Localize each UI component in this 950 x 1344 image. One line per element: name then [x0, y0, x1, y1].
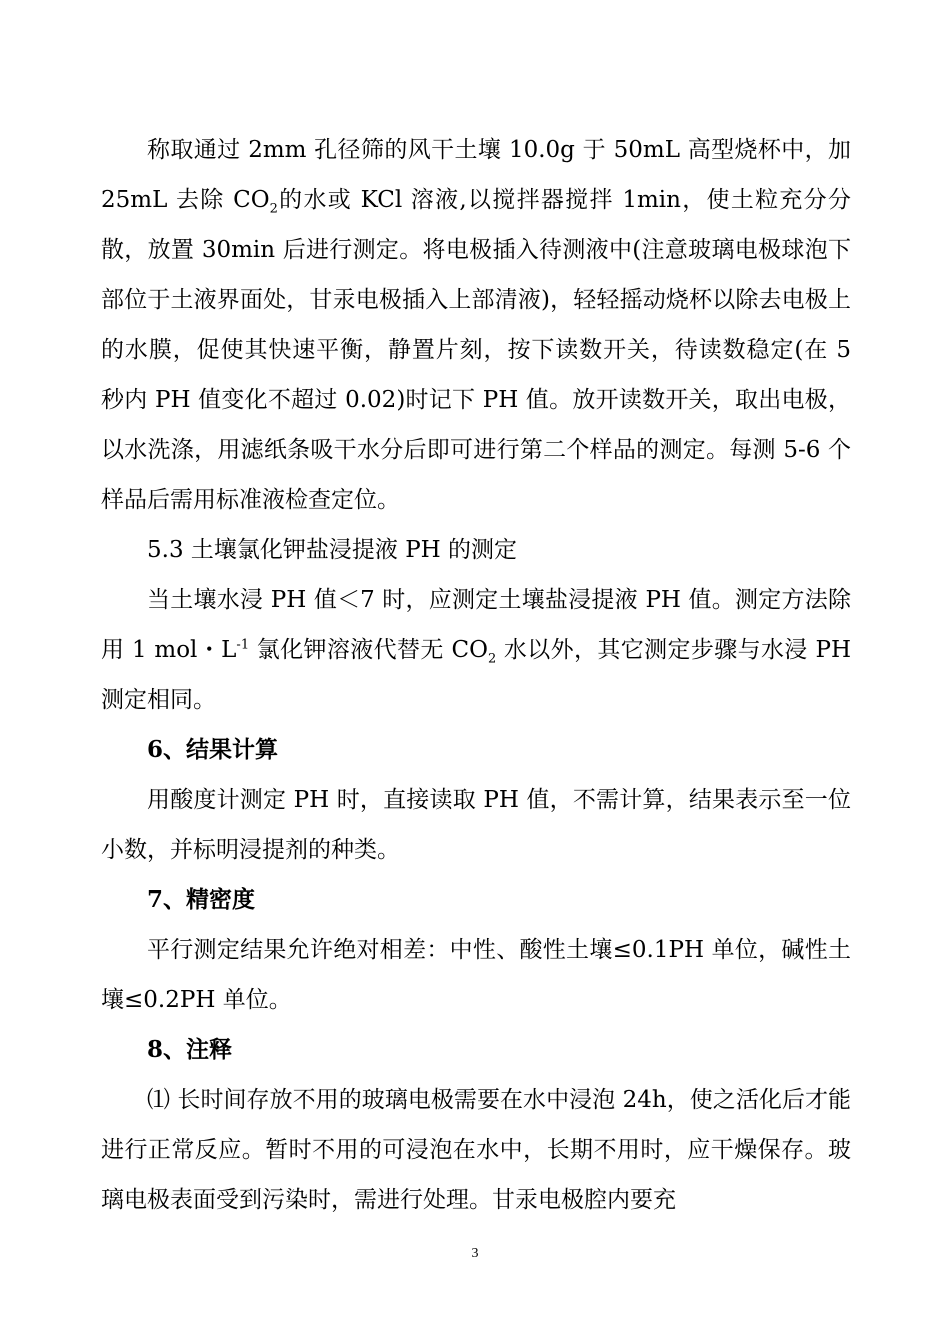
page-number: 3 [471, 1246, 479, 1261]
kcl-text-3: 水以外，其它测定步骤与水浸 PH 测定相同。 [101, 637, 852, 713]
kcl-text-1: 当土壤水浸 PH 值＜7 时，应测定土壤盐浸提液 PH 值。测定方法除用 1 mol・L [101, 587, 851, 663]
document-body [101, 125, 851, 1225]
procedure-text-2: 的水或 KCl 溶液,以搅拌器搅拌 1min，使土粒充分分散，放置 30min 后进行测定。将电极插入待测液中(注意玻璃电极球泡下部位于土液界面处，甘汞电极插入上部清液)，轻轻摇动烧杯以除去电极上的水膜，促使其快速平衡，静置片刻，按下读数开关，待读数稳定(在 5 秒内 PH 值变化不超过 0.02)时记下 PH 值。放开读数开关，取出电极，以水洗涤，用滤纸条吸干水分后即可进行第二个样品的测定。每测 5-6 个样品后需用标准液检查定位。 [101, 187, 852, 513]
co2-subscript: 2 [269, 201, 278, 217]
section-8-heading: 8、注释 [147, 1036, 233, 1063]
unit-superscript: -1 [236, 637, 250, 653]
section-5-3-title: 5.3 土壤氯化钾盐浸提液 PH 的测定 [147, 537, 518, 563]
section-7-heading: 7、精密度 [147, 886, 256, 913]
section-6-heading: 6、结果计算 [147, 736, 279, 763]
section-8-paragraph: ⑴ 长时间存放不用的玻璃电极需要在水中浸泡 24h，使之活化后才能进行正常反应。暂时不用的可浸泡在水中，长期不用时，应干燥保存。玻璃电极表面受到污染时，需进行处理。甘汞电极腔内要充 [101, 1087, 851, 1213]
procedure-text-1: 称取通过 2mm 孔径筛的风干土壤 10.0g 于 50mL 高型烧杯中，加 25mL 去除 CO [101, 137, 851, 213]
kcl-text-2: 氯化钾溶液代替无 CO [249, 637, 488, 663]
section-7-paragraph: 平行测定结果允许绝对相差：中性、酸性土壤≤0.1PH 单位，碱性土壤≤0.2PH 单位。 [101, 937, 851, 1013]
kcl-paragraph [101, 575, 851, 725]
procedure-paragraph [101, 125, 851, 525]
section-6-paragraph: 用酸度计测定 PH 时，直接读取 PH 值，不需计算，结果表示至一位小数，并标明浸提剂的种类。 [101, 787, 851, 863]
co2-subscript: 2 [487, 651, 497, 667]
